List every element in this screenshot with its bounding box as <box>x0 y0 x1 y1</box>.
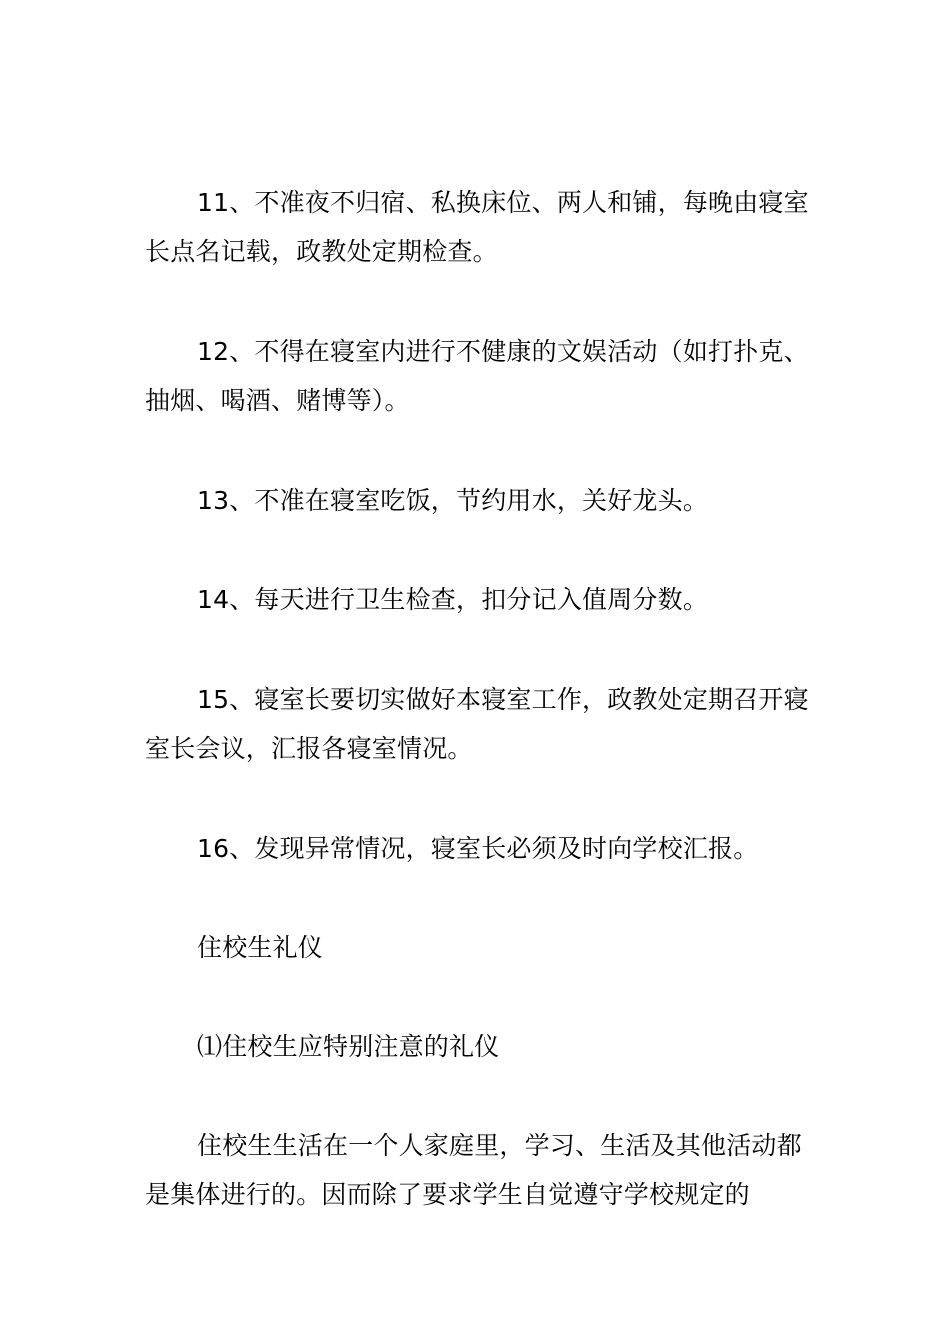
rule-15-paragraph: 15、寝室长要切实做好本寝室工作，政教处定期召开寝室长会议，汇报各寝室情况。 <box>145 685 809 763</box>
body-paragraph: 住校生生活在一个人家庭里，学习、生活及其他活动都是集体进行的。因而除了要求学生自觉遵守学校规定的 <box>145 1131 802 1209</box>
rule-14-paragraph: 14、每天进行卫生检查，扣分记入值周分数。 <box>197 585 709 614</box>
rule-13-paragraph: 13、不准在寝室吃饭，节约用水，关好龙头。 <box>197 486 709 515</box>
rule-16-paragraph: 16、发现异常情况，寝室长必须及时向学校汇报。 <box>197 834 759 863</box>
section-heading: 住校生礼仪 <box>197 933 324 962</box>
rule-11-paragraph: 11、不准夜不归宿、私换床位、两人和铺，每晚由寝室长点名记载，政教处定期检查。 <box>145 188 809 266</box>
subsection-heading: ⑴住校生应特别注意的礼仪 <box>197 1032 500 1061</box>
rule-12-paragraph: 12、不得在寝室内进行不健康的文娱活动（如打扑克、抽烟、喝酒、赌博等）。 <box>145 337 809 415</box>
